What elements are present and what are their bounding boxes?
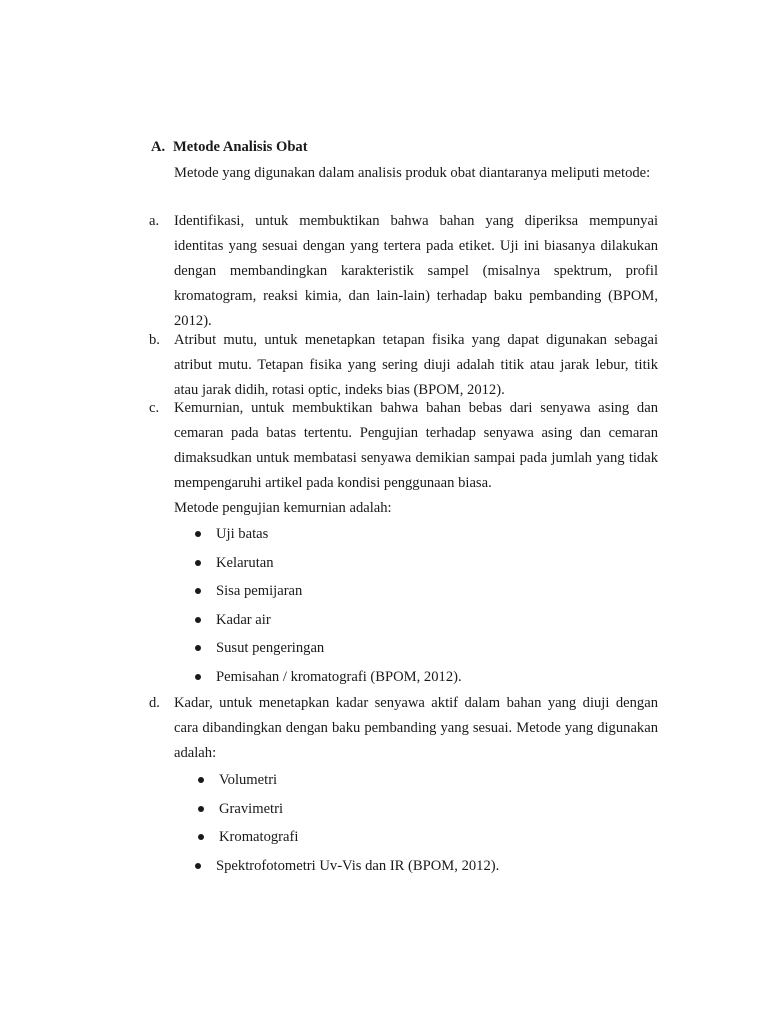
list-item-b (146, 328, 658, 403)
list-item: Kelarutan (192, 549, 462, 578)
list-item-d (146, 691, 658, 766)
list-marker: c. (149, 400, 160, 416)
list-item: Susut pengeringan (192, 634, 462, 663)
list-item: Uji batas (192, 520, 462, 549)
bullet-icon (195, 617, 201, 623)
list-item-text: Identifikasi, untuk membuktikan bahwa bahan yang diperiksa mempunyai identitas yang sesuai dengan yang tertera pada etiket. Uji ini biasanya dilakukan dengan membandingkan karakteristik sampel (misalnya spektrum, profil kromatogram, reaksi kimia, dan lain-lain) terhadap baku pembanding (BPOM, 2012). (174, 213, 658, 329)
list-item-a (146, 209, 658, 334)
list-marker: d. (149, 695, 160, 711)
section-heading (151, 137, 308, 157)
kemurnian-methods-note: Metode pengujian kemurnian adalah: (174, 500, 392, 516)
kadar-methods-list (192, 766, 499, 880)
intro-paragraph: Metode yang digunakan dalam analisis produk obat diantaranya meliputi metode: (174, 165, 651, 181)
bullet-icon (195, 645, 201, 651)
list-item-text: Kemurnian, untuk membuktikan bahwa bahan bebas dari senyawa asing dan cemaran pada batas tertentu. Pengujian terhadap senyawa asing dan cemaran dimaksudkan untuk membatasi senyawa demikian sampai pada jumlah yang tidak mempengaruhi artikel pada kondisi penggunaan biasa. (174, 400, 658, 491)
list-item-c (146, 396, 658, 496)
list-item: Kromatografi (192, 823, 499, 852)
list-item: Kadar air (192, 606, 462, 635)
bullet-icon (195, 531, 201, 537)
bullet-icon (195, 674, 201, 680)
bullet-icon (198, 806, 204, 812)
bullet-icon (198, 777, 204, 783)
list-item-text: Kadar, untuk menetapkan kadar senyawa aktif dalam bahan yang diuji dengan cara dibandingkan dengan baku pembanding yang sesuai. Metode yang digunakan adalah: (174, 695, 658, 761)
bullet-icon (195, 863, 201, 869)
list-item: Gravimetri (192, 795, 499, 824)
list-item: Pemisahan / kromatografi (BPOM, 2012). (192, 663, 462, 692)
list-marker: a. (149, 213, 160, 229)
list-marker: b. (149, 332, 160, 348)
section-title: Metode Analisis Obat (173, 139, 308, 155)
list-item: Sisa pemijaran (192, 577, 462, 606)
section-letter: A. (151, 139, 166, 155)
kemurnian-methods-list (192, 520, 462, 692)
list-item: Spektrofotometri Uv-Vis dan IR (BPOM, 2012). (192, 852, 499, 881)
list-item-text: Atribut mutu, untuk menetapkan tetapan fisika yang dapat digunakan sebagai atribut mutu. Tetapan fisika yang sering diuji adalah titik atau jarak lebur, titik atau jarak didih, rotasi optic, indeks bias (BPOM, 2012). (174, 332, 658, 398)
bullet-icon (195, 560, 201, 566)
bullet-icon (195, 588, 201, 594)
list-item: Volumetri (192, 766, 499, 795)
bullet-icon (198, 834, 204, 840)
